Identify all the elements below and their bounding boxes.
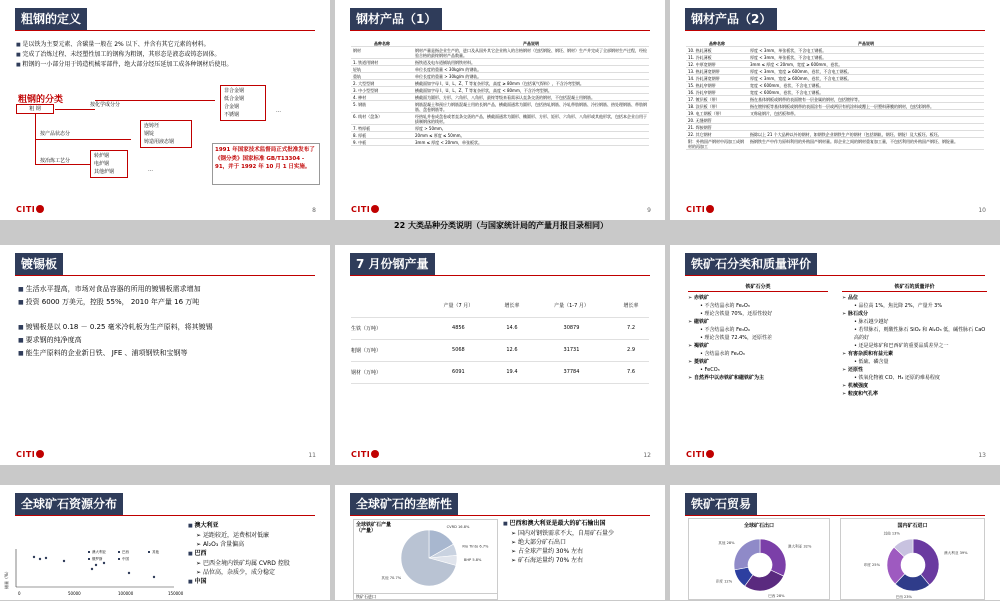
slide-title: 7 月份钢产量 <box>350 253 435 275</box>
brand-logo: CITI <box>351 205 379 214</box>
table-cell: 横截面如字母 I、U、L、Z、T 等复杂形状，高度 < 80mm，不含冷弯型钢。 <box>413 87 649 94</box>
slide-4[interactable] <box>0 245 330 465</box>
list-item: • 品位高 1%，焦比降 2%，产量升 3% <box>842 302 987 310</box>
table-cell: 10. 热轧薄板 <box>686 47 748 54</box>
bullet: ■ 粗钢的一小部分用于铸造机械零部件，绝大部分经压延加工成各种钢材后使用。 <box>16 60 316 70</box>
list-item: • 含结晶水的 Fe₂O₃ <box>688 350 828 358</box>
list-item: • 不含结晶水的 Fe₃O₄ <box>688 326 828 334</box>
table-row <box>686 131 984 138</box>
table-row <box>351 94 649 101</box>
list-item: • 低硫、磷含量 <box>842 358 987 366</box>
list-item: • 理论含铁量 72.4%，还原性差 <box>688 334 828 342</box>
branch-state: 按产品状态分 <box>40 131 71 137</box>
table-cell: 12. 中厚宽钢带 <box>686 61 748 68</box>
slide-1[interactable]: 粗钢的定义 ■ 是以铁为主要元素、含碳量一般在 2% 以下、并含有其它元素的材料。 ■ 完成了冶炼过程、未经塑性加工的钢称为粗钢，其形态是液态或铸态固体。 ■ 粗钢的一小部分用于铸造机械零部件，绝大部分经压延加工成各种钢材后使用。 粗钢的分类 粗 钢 按化学成分分 按产品状态分 按冶炼工艺分 非合金钢 低合金钢 合金钢 不锈钢 … 连铸坯 钢锭 铸造用液态钢 转炉钢 电炉钢 其他炉钢 … 1991 年国家技术监督局正式批准发布了《钢分类》国家标准 GB/T13304 - 91，并于 1992 年 10 月 1 日实施。 CITI 8 <box>0 0 330 220</box>
table-cell: 13. 热轧薄宽钢带 <box>686 68 748 75</box>
table-row <box>351 132 649 139</box>
slide-title: 铁矿石贸易 <box>685 493 757 515</box>
table-cell: 钢筋混凝土和预应力钢筋混凝土用的长钢产品，横截面通常为圆形，包括热轧钢筋、冷轧带肋钢筋、冷拉钢筋、热处理钢筋、带肋钢筋、盘卷钢筋等。 <box>415 101 647 112</box>
list-item: ■ 中国 <box>188 577 323 587</box>
slice-label: 澳大利亚 39% <box>944 550 968 555</box>
legend-label: 其他 <box>152 550 159 554</box>
list-item: ➢ 品位高，杂质少，成分稳定 <box>188 568 323 577</box>
table-cell: 指钢铁生产中作为原料利用的外购国产钢材量。即企业之间的钢材重复加工量，不包括利用的外购国产钢坯、钢锭量。 <box>748 138 984 150</box>
region-notes <box>188 521 323 587</box>
slice-label: 巴西 28% <box>768 593 785 598</box>
table-cell: 单位长度的重量 > 30kg/m 的钢轨。 <box>413 73 649 80</box>
table-cell: 厚度 < 3mm，单张板状，不含电工钢板。 <box>748 54 984 61</box>
list-item: ➢ 磁铁矿 <box>688 318 828 326</box>
table-row <box>351 317 649 339</box>
pie-slice <box>734 539 760 570</box>
list-item: ➢ 机械强度 <box>842 382 987 390</box>
list-item: ■ 巴西和澳大利亚是最大的矿石输出国 <box>503 519 658 529</box>
table-cell: 经热轧并卷成盘卷或者直条交货的产品，横截面通常为圆形、椭圆形、方形、矩形、六角形、八角形或其他形状，包括本企业自用于拔制钢丝的线材。 <box>415 113 647 124</box>
title-rule <box>350 30 650 31</box>
scatter-point <box>95 564 97 566</box>
table-row <box>686 89 984 96</box>
export-donut <box>699 531 821 601</box>
legend-marker <box>148 551 150 553</box>
title-rule <box>685 30 985 31</box>
brand-logo: CITI <box>351 450 379 459</box>
table-cell: 6. 线材（盘条） <box>351 113 413 125</box>
table-cell: 4. 棒材 <box>351 94 413 101</box>
table-cell: 20. 无缝钢管 <box>686 117 748 124</box>
table-cell: 3mm ≤ 厚度 < 20mm，宽度 ≥ 600mm，卷状。 <box>748 61 984 68</box>
group-process: 转炉钢 电炉钢 其他炉钢 <box>90 150 128 178</box>
list-item: ➢ 巴西全境内铁矿均属 CVRD 控股 <box>188 559 323 568</box>
monopoly-notes <box>503 519 658 565</box>
x-tick-label: 100000 <box>118 591 134 596</box>
ore-classification: 铁矿石分类 ➢ 赤铁矿 • 不含结晶水的 Fe₂O₃ • 理论含铁量 70%，还原性较好 ➢ 磁铁矿 • 不含结晶水的 Fe₃O₄ • 理论含铁量 72.4%，还原性差 ➢ 褐铁矿 • 含结晶水的 Fe₂O₃ ➢ 菱铁矿 • FeCO₃ ➢ 自然界中以赤铁矿和磁铁矿为主 <box>688 283 828 382</box>
table-row <box>351 73 649 80</box>
title-rule <box>15 275 315 276</box>
table-cell: 1. 铁道用钢材 <box>351 59 413 66</box>
table-cell: 19. 电工钢板（带） <box>686 110 748 117</box>
slice-label: 印度 12% <box>715 579 733 584</box>
table-cell: 8. 厚板 <box>351 132 413 139</box>
table-cell: 钢材产量是指企业生产的，进口及从国外其它企业购入的合格钢材（包括钢锭、钢坯、钢材）生产并完成了全部钢材生产过程，经检验合格的最终钢材产品数量。 <box>415 47 647 58</box>
table-cell: 宽度 < 600mm，卷状，不含电工钢板。 <box>748 82 984 89</box>
brand-logo: CITI <box>686 450 714 459</box>
table-cell: 21. 焊接钢管 <box>686 124 748 131</box>
table-cell: 指在基体钢板或钢带的表面镀有一层金属的钢材，包括镀锌等。 <box>748 96 984 103</box>
slide-footer <box>351 447 651 459</box>
slide-title: 全球矿石资源分布 <box>15 493 123 515</box>
table-cell: 5068 <box>423 339 494 361</box>
list-item: • 理论含铁量 70%，还原性较好 <box>688 310 828 318</box>
table-row <box>351 125 649 132</box>
bullet: ■ 镀锡板是以 0.18 － 0.25 毫米冷轧板为生产原料，将其镀锡 <box>18 321 318 334</box>
table-row <box>351 113 649 125</box>
table-cell: 19.4 <box>494 361 530 383</box>
slide-3[interactable] <box>670 0 1000 220</box>
slide-footer <box>16 202 316 214</box>
export-panel: 全球矿石出口 澳大利亚 32% 巴西 28% 印度 12% 其他 28% <box>688 518 830 600</box>
scatter-point <box>91 568 93 570</box>
scatter-point <box>39 558 41 560</box>
table-row <box>351 101 649 113</box>
root-box: 粗 钢 <box>16 104 54 114</box>
table-cell: 31731 <box>530 339 613 361</box>
table-cell: 轻轨 <box>351 66 413 73</box>
table-cell: 厚度 < 3mm，单张板状，不含电工钢板。 <box>748 47 984 54</box>
table-row <box>686 110 984 117</box>
slide-title: 镀锡板 <box>15 253 63 275</box>
legend-marker <box>118 558 120 560</box>
page-number: 13 <box>978 452 986 459</box>
table-cell: 11. 冷轧薄板 <box>686 54 748 61</box>
slice-label: 澳大利亚 32% <box>787 544 812 549</box>
table-cell: 30879 <box>530 317 613 339</box>
title-rule <box>15 30 315 31</box>
slide-8[interactable] <box>335 485 665 600</box>
list-item: • FeCO₃ <box>688 366 828 374</box>
list-item: • 还是是炼矿和巴西矿的重要品质差异之一 <box>842 342 987 350</box>
slice-label: 其他 13% <box>883 531 900 536</box>
table-cell: 6091 <box>423 361 494 383</box>
table-row <box>686 103 984 110</box>
table-cell: 2. 大型型钢 <box>351 80 413 87</box>
table-cell: 17. 镀层板（带） <box>686 96 748 103</box>
table-cell: 7.6 <box>613 361 649 383</box>
slide-title: 钢材产品（2） <box>685 8 777 30</box>
slice-label: BHP 5.8% <box>463 558 482 563</box>
list-item: ■ 澳大利亚 <box>188 521 323 531</box>
table-cell: 单位长度的重量 < 30kg/m 的钢轨。 <box>413 66 649 73</box>
list-item: ➢ Al₂O₃ 含量偏高 <box>188 540 323 549</box>
page-number: 9 <box>647 207 651 214</box>
table-cell: 3. 中小型型钢 <box>351 87 413 94</box>
brand-logo: CITI <box>686 205 714 214</box>
table-cell: 18. 涂层板（带） <box>686 103 748 110</box>
legend-label: 中国 <box>122 557 129 561</box>
title-rule <box>685 275 985 276</box>
table-row <box>351 66 649 73</box>
bullet: ■ 是以铁为主要元素、含碳量一般在 2% 以下、并含有其它元素的材料。 <box>16 40 316 50</box>
branch-process: 按冶炼工艺分 <box>40 158 71 164</box>
slice-label: CVRD 16.8% <box>446 524 470 529</box>
table-row <box>351 339 649 361</box>
monopoly-chart-panel: 全球铁矿石产量 （产量） CVRD 16.8% Rio Tinto 6.7% BHP 5.8% 其他 70.7% 铁矿石进口 <box>353 519 498 600</box>
legend-marker <box>88 551 90 553</box>
table-cell: 指在镀锌板等基体钢板或钢带的表面涂有一层或两层有机涂料或覆上一层塑料薄膜的钢材，包括彩钢带。 <box>748 103 984 110</box>
table-cell: 钢材（万吨） <box>351 361 423 383</box>
branch-chemical: 按化学成分分 <box>90 102 121 108</box>
page-number: 12 <box>643 452 651 459</box>
table-row <box>351 47 649 59</box>
import-panel: 国内矿石进口 澳大利亚 39% 巴西 23% 印度 25% 其他 13% <box>840 518 985 600</box>
table-cell: 15. 热轧窄钢带 <box>686 82 748 89</box>
table-cell: 14. 冷轧薄宽钢带 <box>686 75 748 82</box>
list-item: ➢ 品位 <box>842 294 987 302</box>
table-cell: 厚度 < 3mm，宽度 ≥ 600mm，卷状，不含电工钢板。 <box>748 75 984 82</box>
list-item: ■ 巴西 <box>188 549 323 559</box>
legend-marker <box>118 551 120 553</box>
slide-2[interactable] <box>335 0 665 230</box>
table-row <box>686 124 984 131</box>
legend-marker <box>88 558 90 560</box>
scatter-point <box>128 572 130 574</box>
list-item: ➢ 还原性 <box>842 366 987 374</box>
list-item: ➢ 粒度和气孔率 <box>842 390 987 398</box>
table-cell: 附：外购国产钢材中再加工成钢材的再加工 <box>686 138 748 150</box>
list-item: ➢ 绝大部分矿石出口 <box>503 538 658 547</box>
scatter-point <box>45 557 47 559</box>
table-cell: 9. 中板 <box>351 139 413 146</box>
list-item: ➢ 国内对钢铁需求不大，自用矿石量少 <box>503 529 658 538</box>
table-row <box>351 80 649 87</box>
scatter-point <box>63 560 65 562</box>
brand-logo: CITI <box>16 450 44 459</box>
list-item: ➢ 有害杂质和有益元素 <box>842 350 987 358</box>
slice-label: 其他 70.7% <box>381 576 402 581</box>
table-cell: 2.9 <box>613 339 649 361</box>
table-row <box>686 117 984 124</box>
table-cell: 厚度 < 3mm，宽度 ≥ 600mm，卷状，不含电工钢板。 <box>748 68 984 75</box>
list-item: ➢ 褐铁矿 <box>688 342 828 350</box>
title-rule <box>350 275 650 276</box>
title-rule <box>685 515 985 516</box>
table-cell: 37784 <box>530 361 613 383</box>
table-row <box>686 68 984 75</box>
slice-label: 其他 28% <box>718 540 735 545</box>
table-row <box>686 75 984 82</box>
list-item: ➢ 矿石海运量约 70% 左右 <box>503 556 658 565</box>
title-rule <box>15 515 315 516</box>
legend-label: 巴西 <box>122 550 129 554</box>
x-tick-label: 50000 <box>68 591 81 596</box>
slice-label: Rio Tinto 6.7% <box>462 544 489 549</box>
table-cell <box>748 117 984 124</box>
table-cell: 16. 冷轧窄钢带 <box>686 89 748 96</box>
table-row <box>351 87 649 94</box>
table-cell: 重轨 <box>351 73 413 80</box>
reserves-scatter <box>4 547 184 600</box>
table-cell: 指除以上 21 个大品种以外的钢材，如钢铁企业钢铁生产的钢材（包括钢轨、钢坯、钢锭）及大板坯、板坯。 <box>748 131 984 138</box>
table-cell: 5. 钢筋 <box>351 101 413 113</box>
list-item: • 脉石越少越好 <box>842 318 987 326</box>
table-row <box>686 82 984 89</box>
slide-9[interactable] <box>670 485 1000 600</box>
table-cell <box>748 124 984 131</box>
brand-logo: CITI <box>16 205 44 214</box>
y-axis-label: 储量（%） <box>4 569 9 589</box>
table-row <box>686 96 984 103</box>
table-caption: 22 大类品种分类说明（与国家统计局的产量月报目录相同） <box>394 221 608 230</box>
table-cell: 7. 特厚板 <box>351 125 413 132</box>
slide-5[interactable] <box>335 245 665 465</box>
product-table: 品种名称 产品说明 10. 热轧薄板 厚度 < 3mm，单张板状，不含电工钢板。 11. 冷轧薄板 厚度 < 3mm，单张板状，不含电工钢板。 12. 中厚宽钢带 3mm ≤ 厚度 < 20mm，宽度 ≥ 600mm，卷状。 13. 热轧薄宽钢带 厚度 < 3mm，宽度 ≥ 600mm，卷状，不含电工钢板。 14. 冷轧薄宽钢带 厚度 < 3mm，宽度 ≥ 600mm，卷状，不含电工钢板。 15. 热轧窄钢带 宽度 < 600mm，卷状，不含电工钢板。 16. 冷轧窄钢带 宽度 < 600mm，卷状，不含电工钢板。 17. 镀层板（带） 指在基体钢板或钢带的表面镀有一层金属的钢材，包括镀锌等。 18. 涂层板（带） 指在镀锌板等基体钢板或钢带的表面涂有一层或两层有机涂料或覆上一层塑料薄膜的钢材，包括彩钢带。 19. 电工钢板（带） 又称硅钢片，包括板和带。 20. 无缝钢管 21. 焊接钢管 22. 其它钢材 指除以上 21 个大品种以外的钢材，如钢铁企业钢铁生产的钢材（包括钢轨、钢坯、钢锭）及大板坯、板坯。 附：外购国产钢材中再加工成钢材的再加工 指钢铁生产中作为原料利用的外购国产钢材量。即企业之间的钢材重复加工量，不包括利用的外购国产钢坯、钢锭量。 <box>686 40 984 150</box>
list-item: • 不含结晶水的 Fe₂O₃ <box>688 302 828 310</box>
page-number: 8 <box>312 207 316 214</box>
group-chemical: 非合金钢 低合金钢 合金钢 不锈钢 <box>220 85 266 121</box>
list-item: ➢ 运距较近，运费相对低廉 <box>188 531 323 540</box>
bullet: ■ 完成了冶炼过程、未经塑性加工的钢称为粗钢，其形态是液态或铸态固体。 <box>16 50 316 60</box>
table-cell: 20mm ≤ 厚度 ≤ 50mm。 <box>413 132 649 139</box>
page-number: 10 <box>978 207 986 214</box>
slide-footer <box>351 202 651 230</box>
table-row <box>351 59 649 66</box>
scatter-point <box>33 556 35 558</box>
legend-label: 澳大利亚 <box>92 550 106 554</box>
table-cell: 3mm ≤ 厚度 < 20mm，单张板状。 <box>413 139 649 146</box>
table-cell: 又称硅钢片，包括板和带。 <box>748 110 984 117</box>
list-item: • 铁氧化物被 CO、H₂ 还原的难易程度 <box>842 374 987 382</box>
table-cell: 横截面为圆形、方形、六角形、八角形，最终等级来看需承认直条交货的钢材，不包括混凝土用钢筋。 <box>413 94 649 101</box>
bullet: ■ 投资 6000 万美元，控股 55%， 2010 年产量 16 万吨 <box>18 296 318 309</box>
table-cell: 横截面如字母 I、U、L、Z、T 等复杂形状，高度 ≥ 80mm（包括氧气焊料），不含冷弯型钢。 <box>413 80 649 87</box>
table-cell: 14.6 <box>494 317 530 339</box>
slice-label: 巴西 23% <box>895 594 912 599</box>
bullet: ■ 能生产原料的企业新日铁、 JFE 、浦项钢铁和宝钢等 <box>18 347 318 360</box>
table-cell: 12.6 <box>494 339 530 361</box>
slide-6[interactable] <box>670 245 1000 465</box>
table-row <box>686 138 984 150</box>
list-item: ➢ 菱铁矿 <box>688 358 828 366</box>
standard-note: 1991 年国家技术监督局正式批准发布了《钢分类》国家标准 GB/T13304 - 91，并于 1992 年 10 月 1 日实施。 <box>212 143 320 185</box>
list-item: ➢ 赤铁矿 <box>688 294 828 302</box>
import-donut <box>851 531 976 601</box>
group-state: 连铸坯 钢锭 铸造用液态钢 <box>140 120 192 148</box>
slide-7[interactable] <box>0 485 330 600</box>
list-item: ➢ 占全球产量约 30% 左右 <box>503 547 658 556</box>
product-table: 品种名称 产品说明 钢材 钢材产量是指企业生产的，进口及从国外其它企业购入的合格钢材（包括钢锭、钢坯、钢材）生产并完成了全部钢材生产过程，经检验合格的最终钢材产品数量。 1. 铁道用钢材 指铁道及电车道铺轨用钢铁材料。 轻轨 单位长度的重量 < 30kg/m 的钢轨。 重轨 单位长度的重量 > 30kg/m 的钢轨。 2. 大型型钢 横截面如字母 I、U、L、Z、T 等复杂形状，高度 ≥ 80mm（包括氧气焊料），不含冷弯型钢。 3. 中小型型钢 横截面如字母 I、U、L、Z、T 等复杂形状，高度 < 80mm，不含冷弯型钢。 4. 棒材 横截面为圆形、方形、六角形、八角形，最终等级来看需承认直条交货的钢材，不包括混凝土用钢筋。 5. 钢筋 钢筋混凝土和预应力钢筋混凝土用的长钢产品，横截面通常为圆形，包括热轧钢筋、冷轧带肋钢筋、冷拉钢筋、热处理钢筋、带肋钢筋、盘卷钢筋等。 6. 线材（盘条） 经热轧并卷成盘卷或者直条交货的产品，横截面通常为圆形、椭圆形、方形、矩形、六角形、八角形或其他形状，包括本企业自用于拔制钢丝的线材。 7. 特厚板 厚度 > 50mm。 8. 厚板 20mm ≤ 厚度 ≤ 50mm。 9. 中板 3mm ≤ 厚度 < 20mm，单张板状。 <box>353 40 647 145</box>
list-item: ➢ 自然界中以赤铁矿和磁铁矿为主 <box>688 374 828 382</box>
scatter-point <box>103 562 105 564</box>
table-row <box>686 47 984 54</box>
scatter-point <box>153 576 155 578</box>
slide-title: 全球矿石的垄断性 <box>350 493 458 515</box>
table-cell: 钢材 <box>351 47 413 59</box>
ore-quality: 铁矿石的质量评价 ➢ 品位 • 品位高 1%，焦比降 2%，产量升 3% ➢ 脉石成分 • 脉石越少越好 • 若带脉石，则酸性脉石 SiO₂ 和 Al₂O₃ 低，碱性脉石 CaO 高的好 • 还是是炼矿和巴西矿的重要品质差异之一 ➢ 有害杂质和有益元素 • 低硫、磷含量 ➢ 还原性 • 铁氧化物被 CO、H₂ 还原的难易程度 ➢ 机械强度 ➢ 粒度和气孔率 <box>842 283 987 398</box>
bullet: ■ 生活水平提高，市场对食品容器的所用的镀锡板需求增加 <box>18 283 318 296</box>
table-cell: 7.2 <box>613 317 649 339</box>
list-item: • 若带脉石，则酸性脉石 SiO₂ 和 Al₂O₃ 低，碱性脉石 CaO 高的好 <box>842 326 987 342</box>
page-number: 11 <box>308 452 316 459</box>
table-cell: 厚度 > 50mm。 <box>413 125 649 132</box>
table-cell: 4856 <box>423 317 494 339</box>
table-cell: 宽度 < 600mm，卷状，不含电工钢板。 <box>748 89 984 96</box>
slide-footer <box>686 447 986 459</box>
slide-title: 铁矿石分类和质量评价 <box>685 253 817 275</box>
slide-footer <box>16 447 316 459</box>
bullet: ■ 要求钢的纯净度高 <box>18 334 318 347</box>
x-tick-label: 150000 <box>168 591 184 596</box>
slide-title: 粗钢的定义 <box>15 8 87 30</box>
slide-title: 钢材产品（1） <box>350 8 442 30</box>
table-cell: 22. 其它钢材 <box>686 131 748 138</box>
slide-footer <box>686 202 986 214</box>
diagram-head: 粗钢的分类 <box>18 95 64 105</box>
x-tick-label: 0 <box>18 591 21 596</box>
table-row <box>351 361 649 383</box>
tinplate-points <box>18 283 318 360</box>
legend-label: 俄罗斯 <box>92 557 103 561</box>
table-row <box>351 139 649 146</box>
list-item: ➢ 脉石成分 <box>842 310 987 318</box>
table-row <box>686 61 984 68</box>
table-cell: 指铁道及电车道铺轨用钢铁材料。 <box>413 59 649 66</box>
table-cell: 粗钢（万吨） <box>351 339 423 361</box>
title-rule <box>350 515 650 516</box>
table-cell: 生铁（万吨） <box>351 317 423 339</box>
producer-pie <box>381 522 496 594</box>
pie-slice <box>760 539 786 576</box>
table-row <box>686 54 984 61</box>
production-table: 产量（7 月） 增长率 产量（1-7 月） 增长率 生铁（万吨） 4856 14.6 30879 7.2 粗钢（万吨） 5068 12.6 31731 2.9 钢材（万吨） 6091 19.4 37784 7.6 <box>351 295 649 384</box>
bullet-list <box>16 40 316 70</box>
slice-label: 印度 25% <box>863 563 881 568</box>
